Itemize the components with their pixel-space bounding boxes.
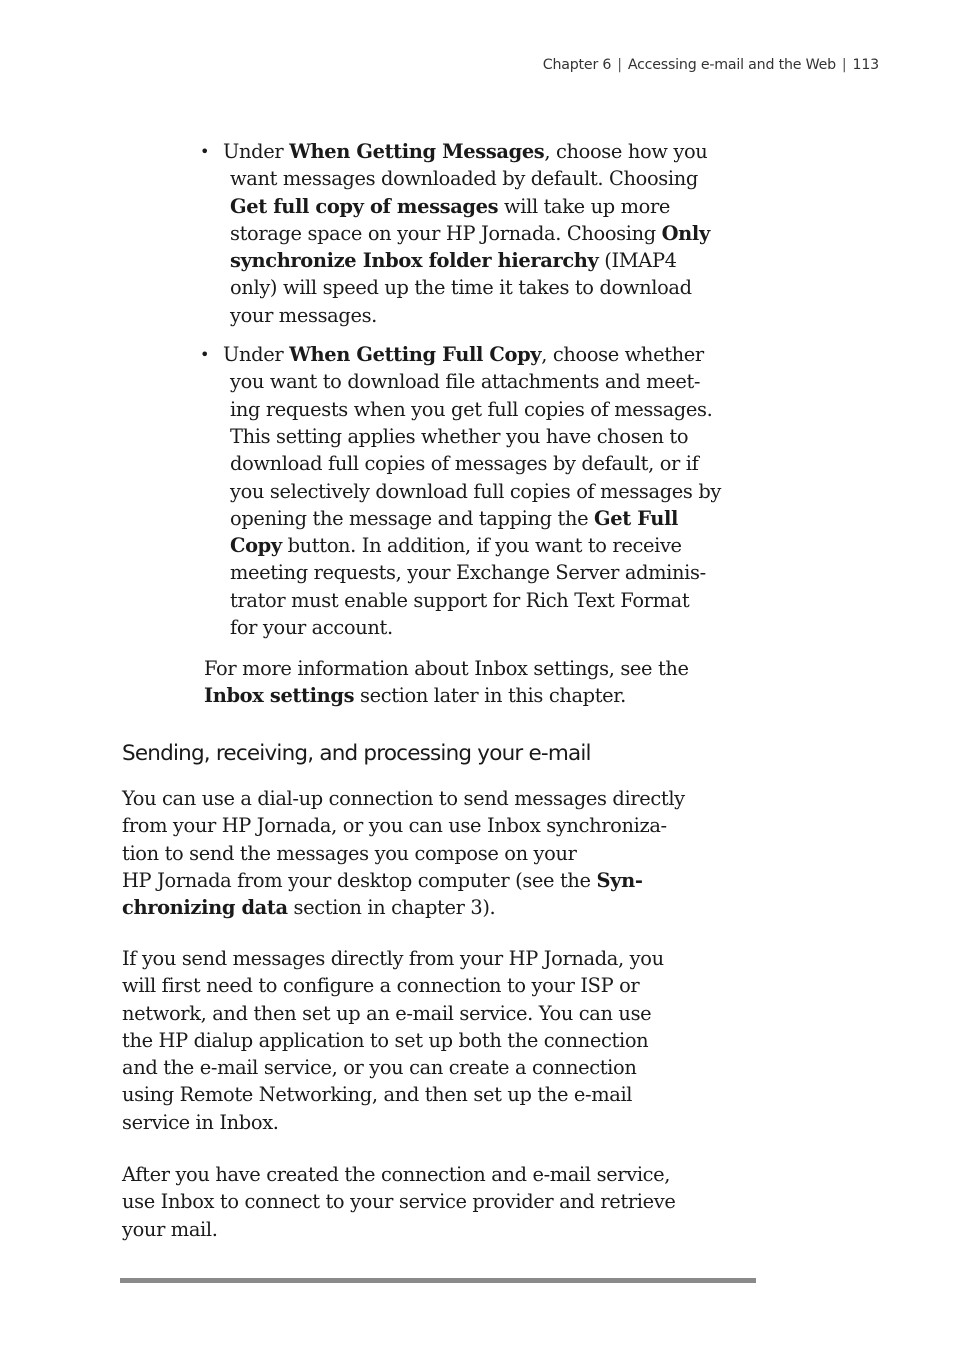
section-heading: Sending, receiving, and processing your e-mail bbox=[122, 741, 591, 766]
text-line: opening the message and tapping the Get Full bbox=[230, 506, 679, 530]
text-line: you selectively download full copies of messages by bbox=[230, 479, 722, 503]
footer-rule bbox=[120, 1278, 756, 1283]
text-line: use Inbox to connect to your service provider and retrieve bbox=[122, 1190, 676, 1214]
header-separator: | bbox=[841, 57, 847, 73]
text-line: download full copies of messages by default, or if bbox=[230, 452, 699, 476]
text-line: Inbox settings section later in this chapter. bbox=[204, 684, 626, 708]
ui-term: Get full copy of messages bbox=[230, 194, 499, 218]
bullet-marker: • bbox=[200, 345, 210, 365]
cross-reference: Syn- bbox=[596, 868, 643, 892]
text-line: for your account. bbox=[230, 616, 393, 640]
text-line: will first need to configure a connection to your ISP or bbox=[122, 974, 640, 998]
text-line: ing requests when you get full copies of messages. bbox=[230, 397, 713, 421]
paragraph-dial-up bbox=[122, 785, 762, 921]
ui-term: Copy bbox=[230, 534, 282, 558]
text-line: Get full copy of messages will take up more bbox=[230, 194, 671, 218]
text-line: using Remote Networking, and then set up the e-mail bbox=[122, 1083, 633, 1107]
text-line: trator must enable support for Rich Text Format bbox=[230, 588, 690, 612]
text-line: from your HP Jornada, or you can use Inbox synchroniza- bbox=[122, 814, 667, 838]
text-line: Copy button. In addition, if you want to receive bbox=[230, 534, 682, 558]
bullet-when-getting-messages bbox=[200, 138, 760, 329]
ui-term: When Getting Messages bbox=[289, 140, 545, 163]
text-line: tion to send the messages you compose on your bbox=[122, 841, 577, 865]
running-header bbox=[480, 57, 879, 73]
ui-term: When Getting Full Copy bbox=[289, 343, 542, 367]
text-line: your mail. bbox=[122, 1217, 218, 1241]
text-line: storage space on your HP Jornada. Choosing Only bbox=[230, 221, 710, 245]
text-line: Under When Getting Full Copy, choose whether bbox=[223, 343, 704, 367]
ui-term: Get Full bbox=[594, 506, 679, 530]
text-line: network, and then set up an e-mail service. You can use bbox=[122, 1001, 652, 1025]
text-line: want messages downloaded by default. Choosing bbox=[230, 167, 698, 191]
text-line: If you send messages directly from your HP Jornada, you bbox=[122, 947, 664, 970]
cross-reference: Inbox settings bbox=[204, 684, 355, 708]
inbox-settings-note bbox=[204, 655, 764, 710]
text-line: chronizing data section in chapter 3). bbox=[122, 896, 496, 920]
text-line: meeting requests, your Exchange Server adminis- bbox=[230, 561, 706, 585]
text-line: only) will speed up the time it takes to download bbox=[230, 276, 692, 300]
ui-term: synchronize Inbox folder hierarchy bbox=[230, 249, 599, 273]
bullet-when-getting-full-copy bbox=[200, 341, 760, 641]
ui-term: Only bbox=[661, 221, 710, 245]
paragraph-retrieve-mail bbox=[122, 1161, 762, 1243]
chapter-label: Chapter 6 bbox=[542, 57, 612, 73]
chapter-title: Accessing e-mail and the Web bbox=[627, 57, 836, 73]
text-line: service in Inbox. bbox=[122, 1110, 279, 1134]
text-line: synchronize Inbox folder hierarchy (IMAP4 bbox=[230, 249, 677, 273]
header-separator: | bbox=[617, 57, 622, 73]
page-number: 113 bbox=[852, 57, 879, 73]
text-line: After you have created the connection and e-mail service, bbox=[122, 1163, 671, 1186]
text-line: your messages. bbox=[230, 303, 377, 327]
text-line: the HP dialup application to set up both the connection bbox=[122, 1028, 649, 1052]
text-line: you want to download file attachments and meet- bbox=[230, 370, 701, 394]
text-line: Under When Getting Messages, choose how you bbox=[223, 140, 708, 163]
text-line: For more information about Inbox settings, see the bbox=[204, 657, 689, 680]
text-line: and the e-mail service, or you can create a connection bbox=[122, 1056, 637, 1080]
bullet-marker: • bbox=[200, 142, 210, 161]
paragraph-configure-connection bbox=[122, 945, 762, 1136]
cross-reference: chronizing data bbox=[122, 896, 288, 920]
text-line: This setting applies whether you have chosen to bbox=[230, 424, 689, 448]
text-line: You can use a dial-up connection to send messages directly bbox=[122, 787, 685, 810]
text-line: HP Jornada from your desktop computer (see the Syn- bbox=[122, 868, 643, 892]
settings-bullet-list bbox=[200, 138, 760, 653]
